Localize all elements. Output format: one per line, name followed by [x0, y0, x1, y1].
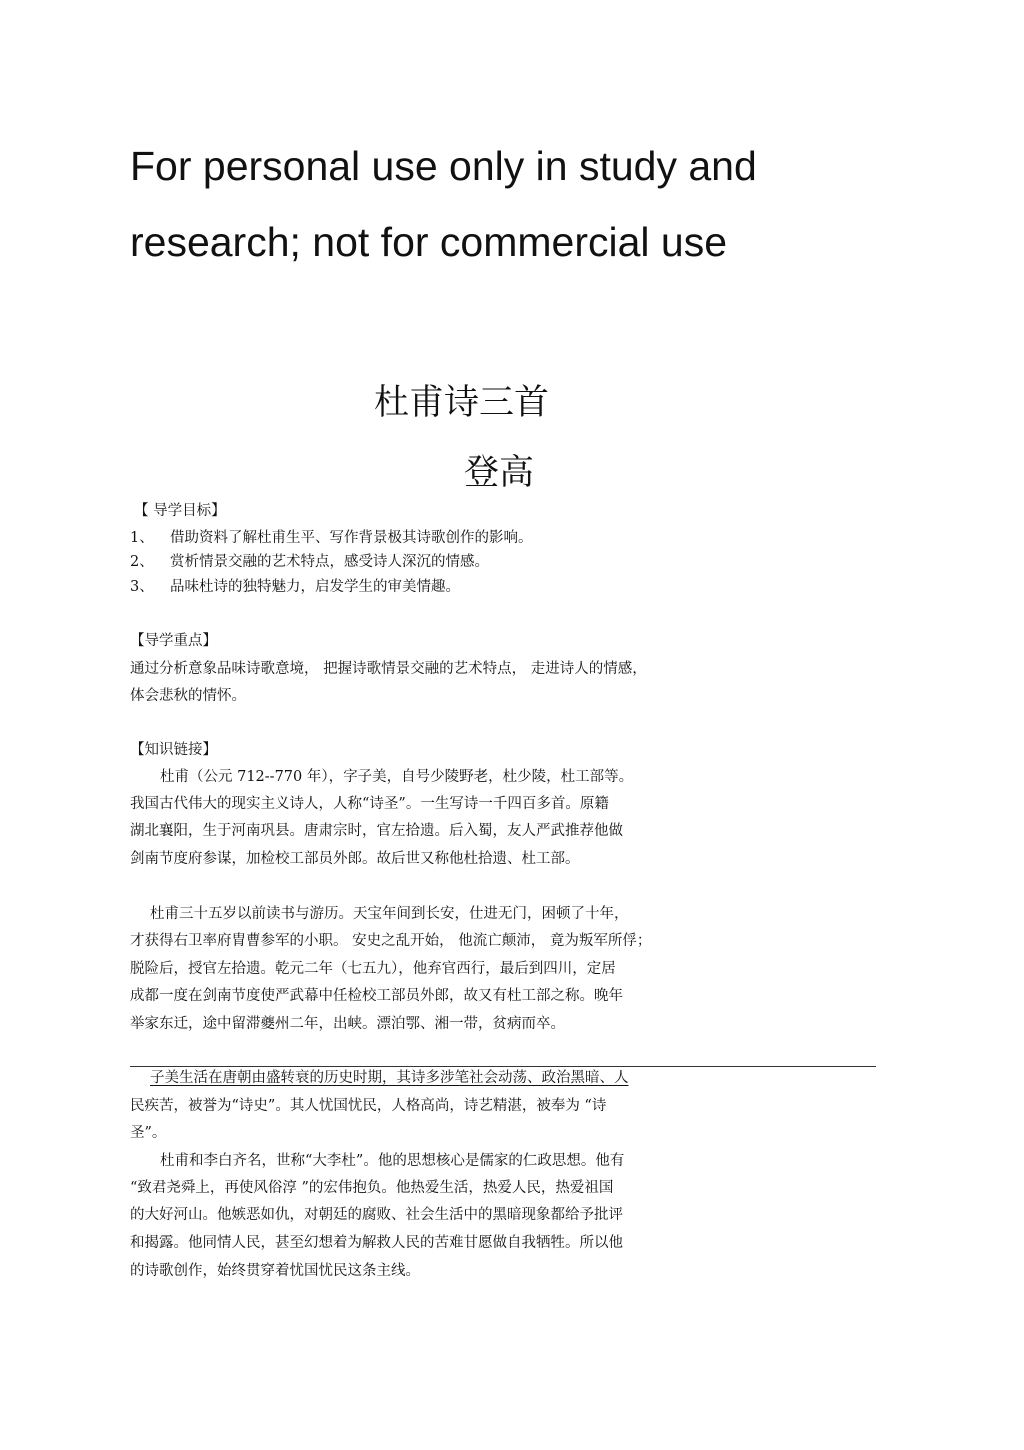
- paragraph-line: 脱险后，授官左拾遗。乾元二年（七五九），他弃官西行，最后到四川，定居: [130, 961, 616, 977]
- knowledge-heading: 【知识链接】: [130, 742, 217, 758]
- watermark-line-1: For personal use only in study and: [130, 143, 757, 189]
- paragraph-line: 我国古代伟大的现实主义诗人，人称“诗圣”。一生写诗一千四百多首。原籍: [130, 796, 609, 812]
- key-points-line: 通过分析意象品味诗歌意境， 把握诗歌情景交融的艺术特点， 走进诗人的情感，: [130, 661, 647, 677]
- paragraph-line: “致君尧舜上，再使风俗淳 ”的宏伟抱负。他热爱生活，热爱人民，热爱祖国: [130, 1180, 614, 1196]
- paragraph-line: 举家东迁，途中留滞夔州二年，出峡。漂泊鄂、湘一带，贫病而卒。: [130, 1016, 565, 1032]
- paragraph-line: 的诗歌创作，始终贯穿着忧国忧民这条主线。: [130, 1263, 420, 1279]
- objective-text: 赏析情景交融的艺术特点，感受诗人深沉的情感。: [170, 554, 489, 570]
- poem-title: 登高: [464, 453, 535, 493]
- paragraph-line: 杜甫三十五岁以前读书与游历。天宝年间到长安，仕进无门，困顿了十年，: [150, 906, 629, 922]
- paragraph-line: 子美生活在唐朝由盛转衰的历史时期，其诗多涉笔社会动荡、政治黑暗、人: [150, 1070, 629, 1086]
- page-title: 杜甫诗三首: [374, 383, 550, 423]
- paragraph-line: 圣”。: [130, 1125, 167, 1141]
- objective-number: 1、: [130, 530, 154, 546]
- paragraph-line: 和揭露。他同情人民，甚至幻想着为解救人民的苦难甘愿做自我牺牲。所以他: [130, 1235, 623, 1251]
- objective-item: [130, 555, 489, 570]
- watermark-line-2: research; not for commercial use: [130, 219, 728, 265]
- paragraph-line: 杜甫（公元 712--770 年），字子美，自号少陵野老，杜少陵，杜工部等。: [160, 769, 634, 785]
- paragraph-line: 湖北襄阳，生于河南巩县。唐肃宗时，官左拾遗。后入蜀，友人严武推荐他做: [130, 823, 623, 839]
- objectives-heading: 【 导学目标】: [134, 503, 226, 519]
- paragraph-line: 剑南节度府参谋，加检校工部员外郎。故后世又称他杜拾遗、杜工部。: [130, 851, 580, 867]
- objective-text: 品味杜诗的独特魅力，启发学生的审美情趣。: [170, 579, 460, 595]
- objective-number: 2、: [130, 554, 154, 570]
- objective-item: [130, 580, 460, 595]
- key-points-heading: 【导学重点】: [130, 633, 217, 649]
- paragraph-line: 民疾苦，被誉为“诗史”。其人忧国忧民，人格高尚，诗艺精湛，被奉为 “诗: [130, 1098, 607, 1114]
- objective-text: 借助资料了解杜甫生平、写作背景极其诗歌创作的影响。: [170, 530, 533, 546]
- paragraph-line: 才获得右卫率府胄曹参军的小职。 安史之乱开始， 他流亡颠沛， 竟为叛军所俘；: [130, 933, 652, 949]
- horizontal-rule: [130, 1066, 876, 1067]
- objective-number: 3、: [130, 579, 154, 595]
- key-points-line: 体会悲秋的情怀。: [130, 688, 246, 704]
- objective-item: [130, 531, 533, 546]
- paragraph-line: 成都一度在剑南节度使严武幕中任检校工部员外郎，故又有杜工部之称。晚年: [130, 988, 623, 1004]
- paragraph-line: 杜甫和李白齐名，世称“大李杜”。他的思想核心是儒家的仁政思想。他有: [160, 1153, 625, 1169]
- paragraph-line: 的大好河山。他嫉恶如仇，对朝廷的腐败、社会生活中的黑暗现象都给予批评: [130, 1207, 623, 1223]
